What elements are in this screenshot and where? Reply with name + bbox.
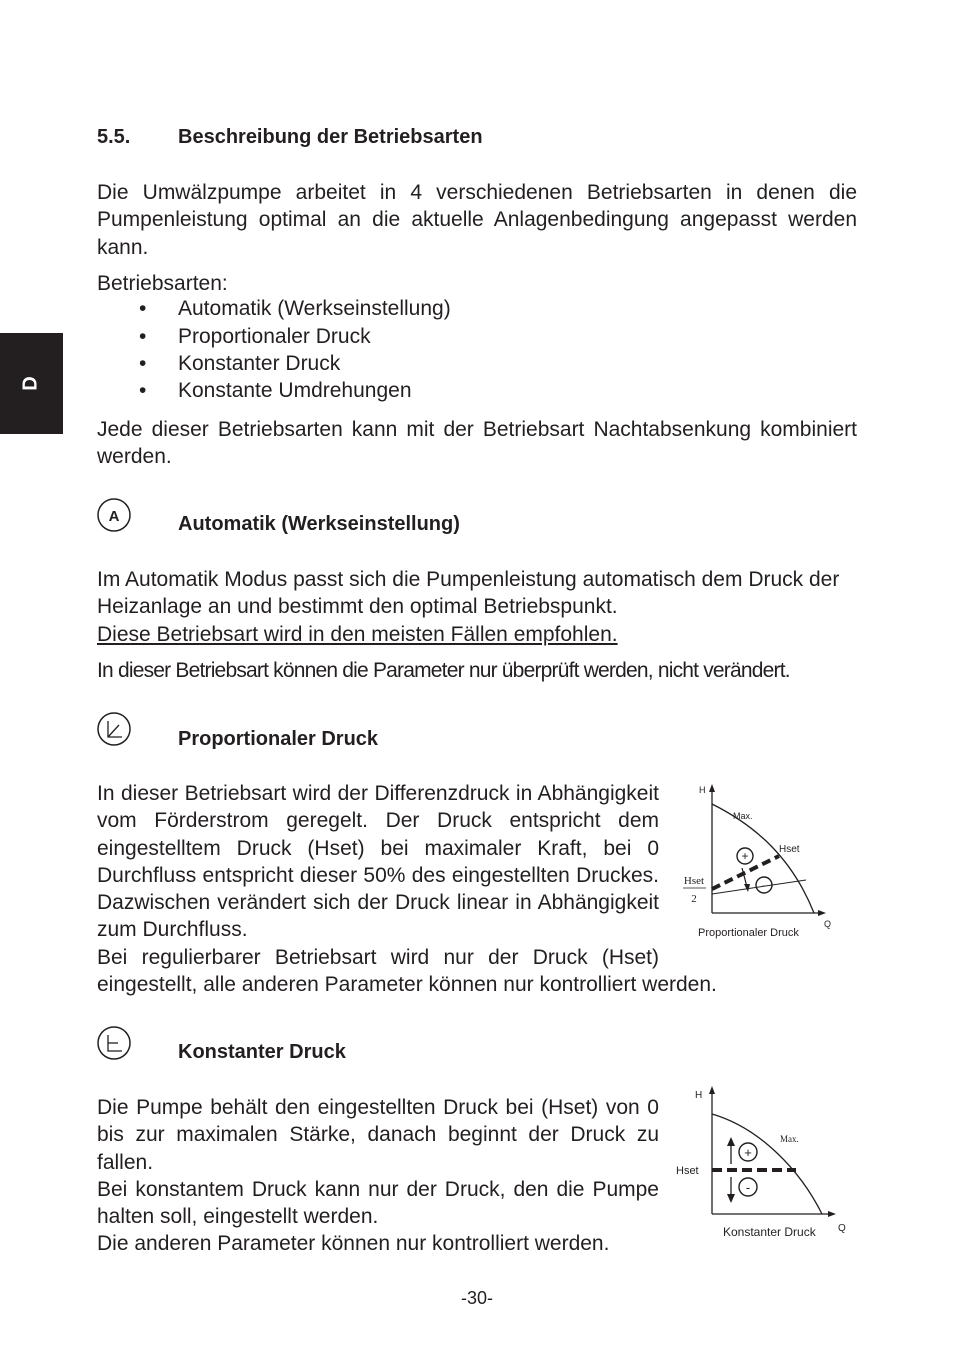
constant-pressure-diagram <box>670 1080 854 1244</box>
list-item: Proportionaler Druck <box>178 325 371 348</box>
y-axis-label: H <box>695 1090 703 1101</box>
hset-half-denominator: 2 <box>691 893 697 905</box>
proportional-title: Proportionaler Druck <box>178 728 379 750</box>
bullet: • <box>139 352 147 375</box>
max-curve <box>712 1114 822 1214</box>
section-title: Beschreibung der Betriebsarten <box>178 126 483 148</box>
plus-symbol: + <box>744 1145 752 1160</box>
automatik-recommendation: Diese Betriebsart wird in den meisten Fällen empfohlen. <box>97 623 618 646</box>
minus-symbol: - <box>745 1180 751 1195</box>
intro-paragraph: Die Umwälzpumpe arbeitet in 4 verschiedenen Betriebsarten in denen die Pumpenleistung optimal an die aktuelle Anlagenbedingung angepasst werden kann. <box>97 181 857 259</box>
proportional-pressure-icon <box>97 712 131 746</box>
diagram-caption: Konstanter Druck <box>723 1225 816 1239</box>
konstant-text: Die Pumpe behält den eingestellten Druck bei (Hset) von 0 bis zur maximalen Stärke, danach beginnt der Druck zu fallen. <box>97 1096 659 1174</box>
automatik-title: Automatik (Werkseinstellung) <box>178 513 460 535</box>
proportional-text-2b: eingestellt, alle anderen Parameter können nur kontrolliert werden. <box>97 973 717 996</box>
constant-pressure-icon <box>97 1026 131 1060</box>
section-number: 5.5. <box>97 126 131 148</box>
list-item: Konstante Umdrehungen <box>178 379 412 402</box>
up-arrow-icon <box>727 1137 735 1146</box>
hset-label: Hset <box>779 844 800 855</box>
list-item: Konstanter Druck <box>178 352 341 375</box>
x-axis-label: Q <box>838 1223 846 1234</box>
y-axis-arrow-icon <box>709 784 715 792</box>
konstant-text-3: Die anderen Parameter können nur kontrolliert werden. <box>97 1232 610 1255</box>
hset-label: Hset <box>676 1165 699 1177</box>
language-tab <box>0 333 63 434</box>
max-label: Max. <box>780 1134 799 1144</box>
x-axis-arrow-icon <box>828 1211 836 1217</box>
x-axis-label: Q <box>824 919 832 929</box>
bullet: • <box>139 379 147 402</box>
plus-symbol: + <box>741 849 749 863</box>
automatic-mode-icon <box>97 498 131 532</box>
proportional-pressure-diagram <box>676 778 840 944</box>
max-curve <box>712 804 814 913</box>
minus-symbol: - <box>762 878 766 892</box>
automatic-icon-letter: A <box>108 508 120 525</box>
automatik-note: In dieser Betriebsart können die Parameter nur überprüft werden, nicht verändert. <box>97 659 790 682</box>
language-tab-label: D <box>19 376 42 391</box>
down-arrow-icon <box>727 1194 735 1203</box>
automatik-text: Im Automatik Modus passt sich die Pumpenleistung automatisch dem Druck der Heizanlage an und bestimmt den optimal Betriebspunkt. <box>97 568 840 619</box>
konstant-text-2: Bei konstantem Druck kann nur der Druck, den die Pumpe halten soll, eingestellt werden. <box>97 1178 659 1229</box>
page-number: -30- <box>460 1288 493 1308</box>
bullet: • <box>139 325 147 348</box>
bullet: • <box>139 297 147 320</box>
diagram-caption: Proportionaler Druck <box>698 927 799 939</box>
hset-half-numerator: Hset <box>683 875 705 887</box>
proportional-text: In dieser Betriebsart wird der Differenzdruck in Abhängigkeit vom Förderstrom geregelt. Der Druck entspricht dem eingestelltem Druck (Hset) bei maximaler Kraft, bei 0 Durchfluss entspricht dieser 50% des eingestellten Druckes. Dazwischen verändert sich der Druck linear in Abhängigkeit zum Durchfluss. <box>97 782 659 942</box>
konstant-title: Konstanter Druck <box>178 1041 346 1063</box>
combine-paragraph: Jede dieser Betriebsarten kann mit der Betriebsart Nachtabsenkung kombiniert werden. <box>97 418 857 469</box>
list-item: Automatik (Werkseinstellung) <box>178 297 451 320</box>
list-label: Betriebsarten: <box>97 272 228 295</box>
max-label: Max. <box>733 811 753 821</box>
y-axis-arrow-icon <box>709 1086 715 1094</box>
proportional-text-2a: Bei regulierbarer Betriebsart wird nur der Druck (Hset) <box>97 946 659 969</box>
y-axis-label: H <box>699 785 706 795</box>
x-axis-arrow-icon <box>818 910 826 916</box>
